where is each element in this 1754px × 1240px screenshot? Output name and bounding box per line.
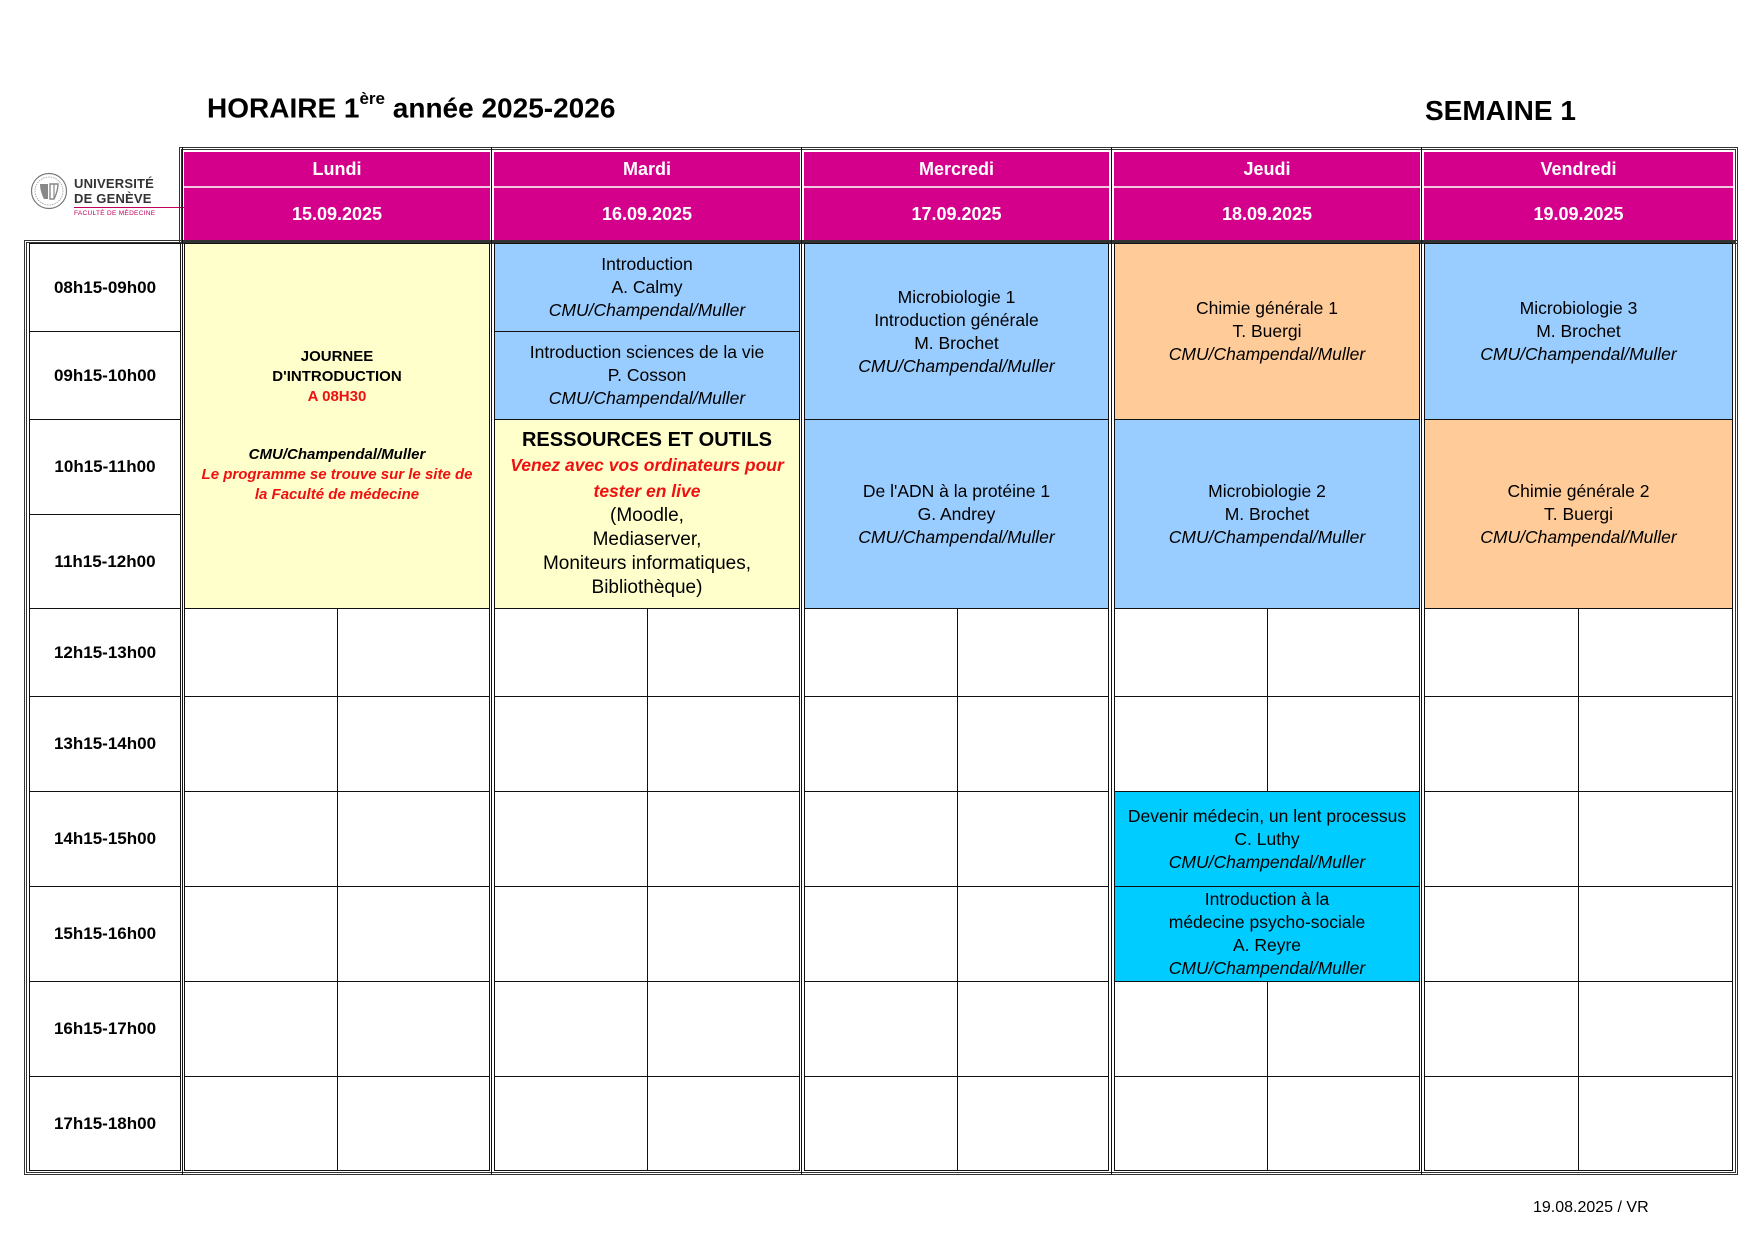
column-separator xyxy=(1421,147,1422,1175)
event-line: Mediaserver, xyxy=(592,529,702,550)
event-line: JOURNEE xyxy=(300,348,374,365)
empty-cell xyxy=(494,886,648,982)
empty-cell xyxy=(1578,981,1733,1077)
empty-cell xyxy=(337,981,490,1077)
event-microbiologie-3[interactable] xyxy=(1424,243,1733,420)
empty-cell xyxy=(1424,696,1579,792)
empty-cell xyxy=(494,791,648,887)
day-name: Vendredi xyxy=(1424,152,1733,186)
event-teacher: M. Brochet xyxy=(1224,503,1310,524)
empty-cell xyxy=(494,981,648,1077)
empty-cell xyxy=(804,981,958,1077)
event-note: Venez avec vos ordinateurs pour xyxy=(510,455,784,475)
event-adn-proteine-1[interactable] xyxy=(804,419,1109,609)
event-teacher: G. Andrey xyxy=(917,503,996,524)
column-separator xyxy=(801,147,802,1175)
event-title: De l'ADN à la protéine 1 xyxy=(862,480,1051,501)
time-slot: 12h15-13h00 xyxy=(29,608,181,697)
empty-cell xyxy=(1578,608,1733,697)
event-teacher: T. Buergi xyxy=(1232,321,1302,341)
time-slot: 08h15-09h00 xyxy=(29,243,181,332)
empty-cell xyxy=(337,791,490,887)
empty-cell xyxy=(1424,608,1579,697)
event-subtitle: Introduction générale xyxy=(874,309,1039,330)
empty-cell xyxy=(804,1076,958,1171)
empty-cell xyxy=(337,608,490,697)
event-teacher: M. Brochet xyxy=(914,332,999,353)
event-title: RESSOURCES ET OUTILS xyxy=(521,429,773,451)
empty-cell xyxy=(184,696,338,792)
empty-cell xyxy=(1424,1076,1579,1171)
empty-cell xyxy=(647,886,800,982)
event-title: Introduction à la xyxy=(1204,889,1330,909)
event-devenir-medecin[interactable] xyxy=(1114,791,1420,887)
event-chimie-generale-2[interactable] xyxy=(1424,419,1733,609)
empty-cell xyxy=(804,791,958,887)
empty-cell xyxy=(184,1076,338,1171)
event-time: A 08H30 xyxy=(307,388,367,405)
empty-cell xyxy=(337,696,490,792)
event-title: médecine psycho-sociale xyxy=(1168,912,1366,932)
event-teacher: A. Calmy xyxy=(611,277,683,297)
day-date: 16.09.2025 xyxy=(494,188,800,240)
empty-cell xyxy=(1578,696,1733,792)
empty-cell xyxy=(647,696,800,792)
empty-cell xyxy=(804,608,958,697)
event-teacher: T. Buergi xyxy=(1543,503,1614,524)
event-chimie-generale-1[interactable] xyxy=(1114,243,1420,420)
event-place: CMU/Champendal/Muller xyxy=(1480,344,1677,364)
logo-line-1: UNIVERSITÉ xyxy=(74,176,155,191)
time-slot: 09h15-10h00 xyxy=(29,331,181,420)
event-introduction[interactable] xyxy=(494,243,800,332)
event-note: tester en live xyxy=(593,481,701,501)
day-date: 18.09.2025 xyxy=(1114,188,1420,240)
time-slot: 10h15-11h00 xyxy=(29,419,181,515)
empty-cell xyxy=(957,696,1109,792)
event-title: Microbiologie 2 xyxy=(1208,480,1326,501)
empty-cell xyxy=(647,608,800,697)
empty-cell xyxy=(494,608,648,697)
column-separator xyxy=(1111,147,1112,1175)
empty-cell xyxy=(1578,791,1733,887)
event-line: Bibliothèque) xyxy=(591,577,703,598)
empty-cell xyxy=(804,886,958,982)
empty-cell xyxy=(804,696,958,792)
empty-cell xyxy=(1114,981,1268,1077)
event-journee-introduction[interactable] xyxy=(184,243,490,609)
event-teacher: M. Brochet xyxy=(1536,321,1621,341)
event-note: la Faculté de médecine xyxy=(254,486,420,503)
day-name: Lundi xyxy=(184,152,490,186)
day-name: Mardi xyxy=(494,152,800,186)
event-line: (Moodle, xyxy=(610,505,684,526)
empty-cell xyxy=(957,981,1109,1077)
event-line: D'INTRODUCTION xyxy=(272,368,402,385)
university-seal-icon xyxy=(30,172,68,210)
event-place: CMU/Champendal/Muller xyxy=(1480,526,1677,547)
event-note: Le programme se trouve sur le site de xyxy=(201,466,473,483)
event-title: Microbiologie 1 xyxy=(897,286,1016,307)
empty-cell xyxy=(184,791,338,887)
empty-cell xyxy=(957,1076,1109,1171)
empty-cell xyxy=(1424,886,1579,982)
university-logo xyxy=(30,172,170,224)
time-slot: 15h15-16h00 xyxy=(29,886,181,982)
event-place: CMU/Champendal/Muller xyxy=(548,300,746,320)
empty-cell xyxy=(337,1076,490,1171)
empty-cell xyxy=(1267,981,1420,1077)
empty-cell xyxy=(1114,696,1268,792)
event-ressources-outils[interactable] xyxy=(494,419,800,609)
time-slot: 17h15-18h00 xyxy=(29,1076,181,1171)
empty-cell xyxy=(647,1076,800,1171)
day-date: 17.09.2025 xyxy=(804,188,1109,240)
day-name: Mercredi xyxy=(804,152,1109,186)
empty-cell xyxy=(1424,791,1579,887)
event-line: Moniteurs informatiques, xyxy=(542,553,752,574)
logo-line-3: FACULTÉ DE MÉDECINE xyxy=(74,210,156,217)
event-title: Chimie générale 1 xyxy=(1195,298,1339,318)
time-slot: 13h15-14h00 xyxy=(29,696,181,792)
event-teacher: C. Luthy xyxy=(1234,828,1300,849)
event-place: CMU/Champendal/Muller xyxy=(248,446,426,463)
empty-cell xyxy=(1578,1076,1733,1171)
empty-cell xyxy=(1578,886,1733,982)
column-separator xyxy=(182,147,183,1175)
empty-cell xyxy=(647,791,800,887)
empty-cell xyxy=(184,981,338,1077)
event-place: CMU/Champendal/Muller xyxy=(1168,344,1366,364)
logo-line-2: DE GENÈVE xyxy=(74,191,152,206)
week-label: SEMAINE 1 xyxy=(1425,95,1576,126)
empty-cell xyxy=(337,886,490,982)
empty-cell xyxy=(647,981,800,1077)
day-name: Jeudi xyxy=(1114,152,1420,186)
empty-cell xyxy=(1267,608,1420,697)
event-teacher: P. Cosson xyxy=(607,365,687,385)
event-title: Microbiologie 3 xyxy=(1519,298,1638,318)
empty-cell xyxy=(1114,1076,1268,1171)
empty-cell xyxy=(957,608,1109,697)
empty-cell xyxy=(1267,1076,1420,1171)
empty-cell xyxy=(494,1076,648,1171)
empty-cell xyxy=(957,886,1109,982)
event-teacher: A. Reyre xyxy=(1232,935,1302,955)
event-place: CMU/Champendal/Muller xyxy=(1168,851,1366,872)
event-title: Devenir médecin, un lent processus xyxy=(1127,805,1407,826)
time-slot: 11h15-12h00 xyxy=(29,514,181,609)
event-microbiologie-2[interactable] xyxy=(1114,419,1420,609)
day-date: 15.09.2025 xyxy=(184,188,490,240)
event-place: CMU/Champendal/Muller xyxy=(858,355,1055,376)
event-title: Introduction xyxy=(601,254,693,274)
event-title: Introduction sciences de la vie xyxy=(529,342,765,362)
event-place: CMU/Champendal/Muller xyxy=(858,526,1055,547)
column-separator xyxy=(491,147,492,1175)
event-place: CMU/Champendal/Muller xyxy=(1168,526,1366,547)
time-slot: 14h15-15h00 xyxy=(29,791,181,887)
empty-cell xyxy=(494,696,648,792)
empty-cell xyxy=(957,791,1109,887)
event-medecine-psycho-sociale[interactable] xyxy=(1114,886,1420,982)
event-title: Chimie générale 2 xyxy=(1507,480,1650,501)
event-introduction-sciences-vie[interactable] xyxy=(494,331,800,420)
event-place: CMU/Champendal/Muller xyxy=(1168,958,1366,978)
event-microbiologie-1[interactable] xyxy=(804,243,1109,420)
empty-cell xyxy=(1267,696,1420,792)
logo-rule xyxy=(74,207,192,208)
empty-cell xyxy=(184,886,338,982)
empty-cell xyxy=(1114,608,1268,697)
empty-cell xyxy=(1424,981,1579,1077)
footer-stamp: 19.08.2025 / VR xyxy=(1533,1199,1649,1216)
time-slot: 16h15-17h00 xyxy=(29,981,181,1077)
page-title: HORAIRE 1ère année 2025-2026 xyxy=(207,89,616,124)
event-place: CMU/Champendal/Muller xyxy=(548,388,746,408)
day-date: 19.09.2025 xyxy=(1424,188,1733,240)
empty-cell xyxy=(184,608,338,697)
